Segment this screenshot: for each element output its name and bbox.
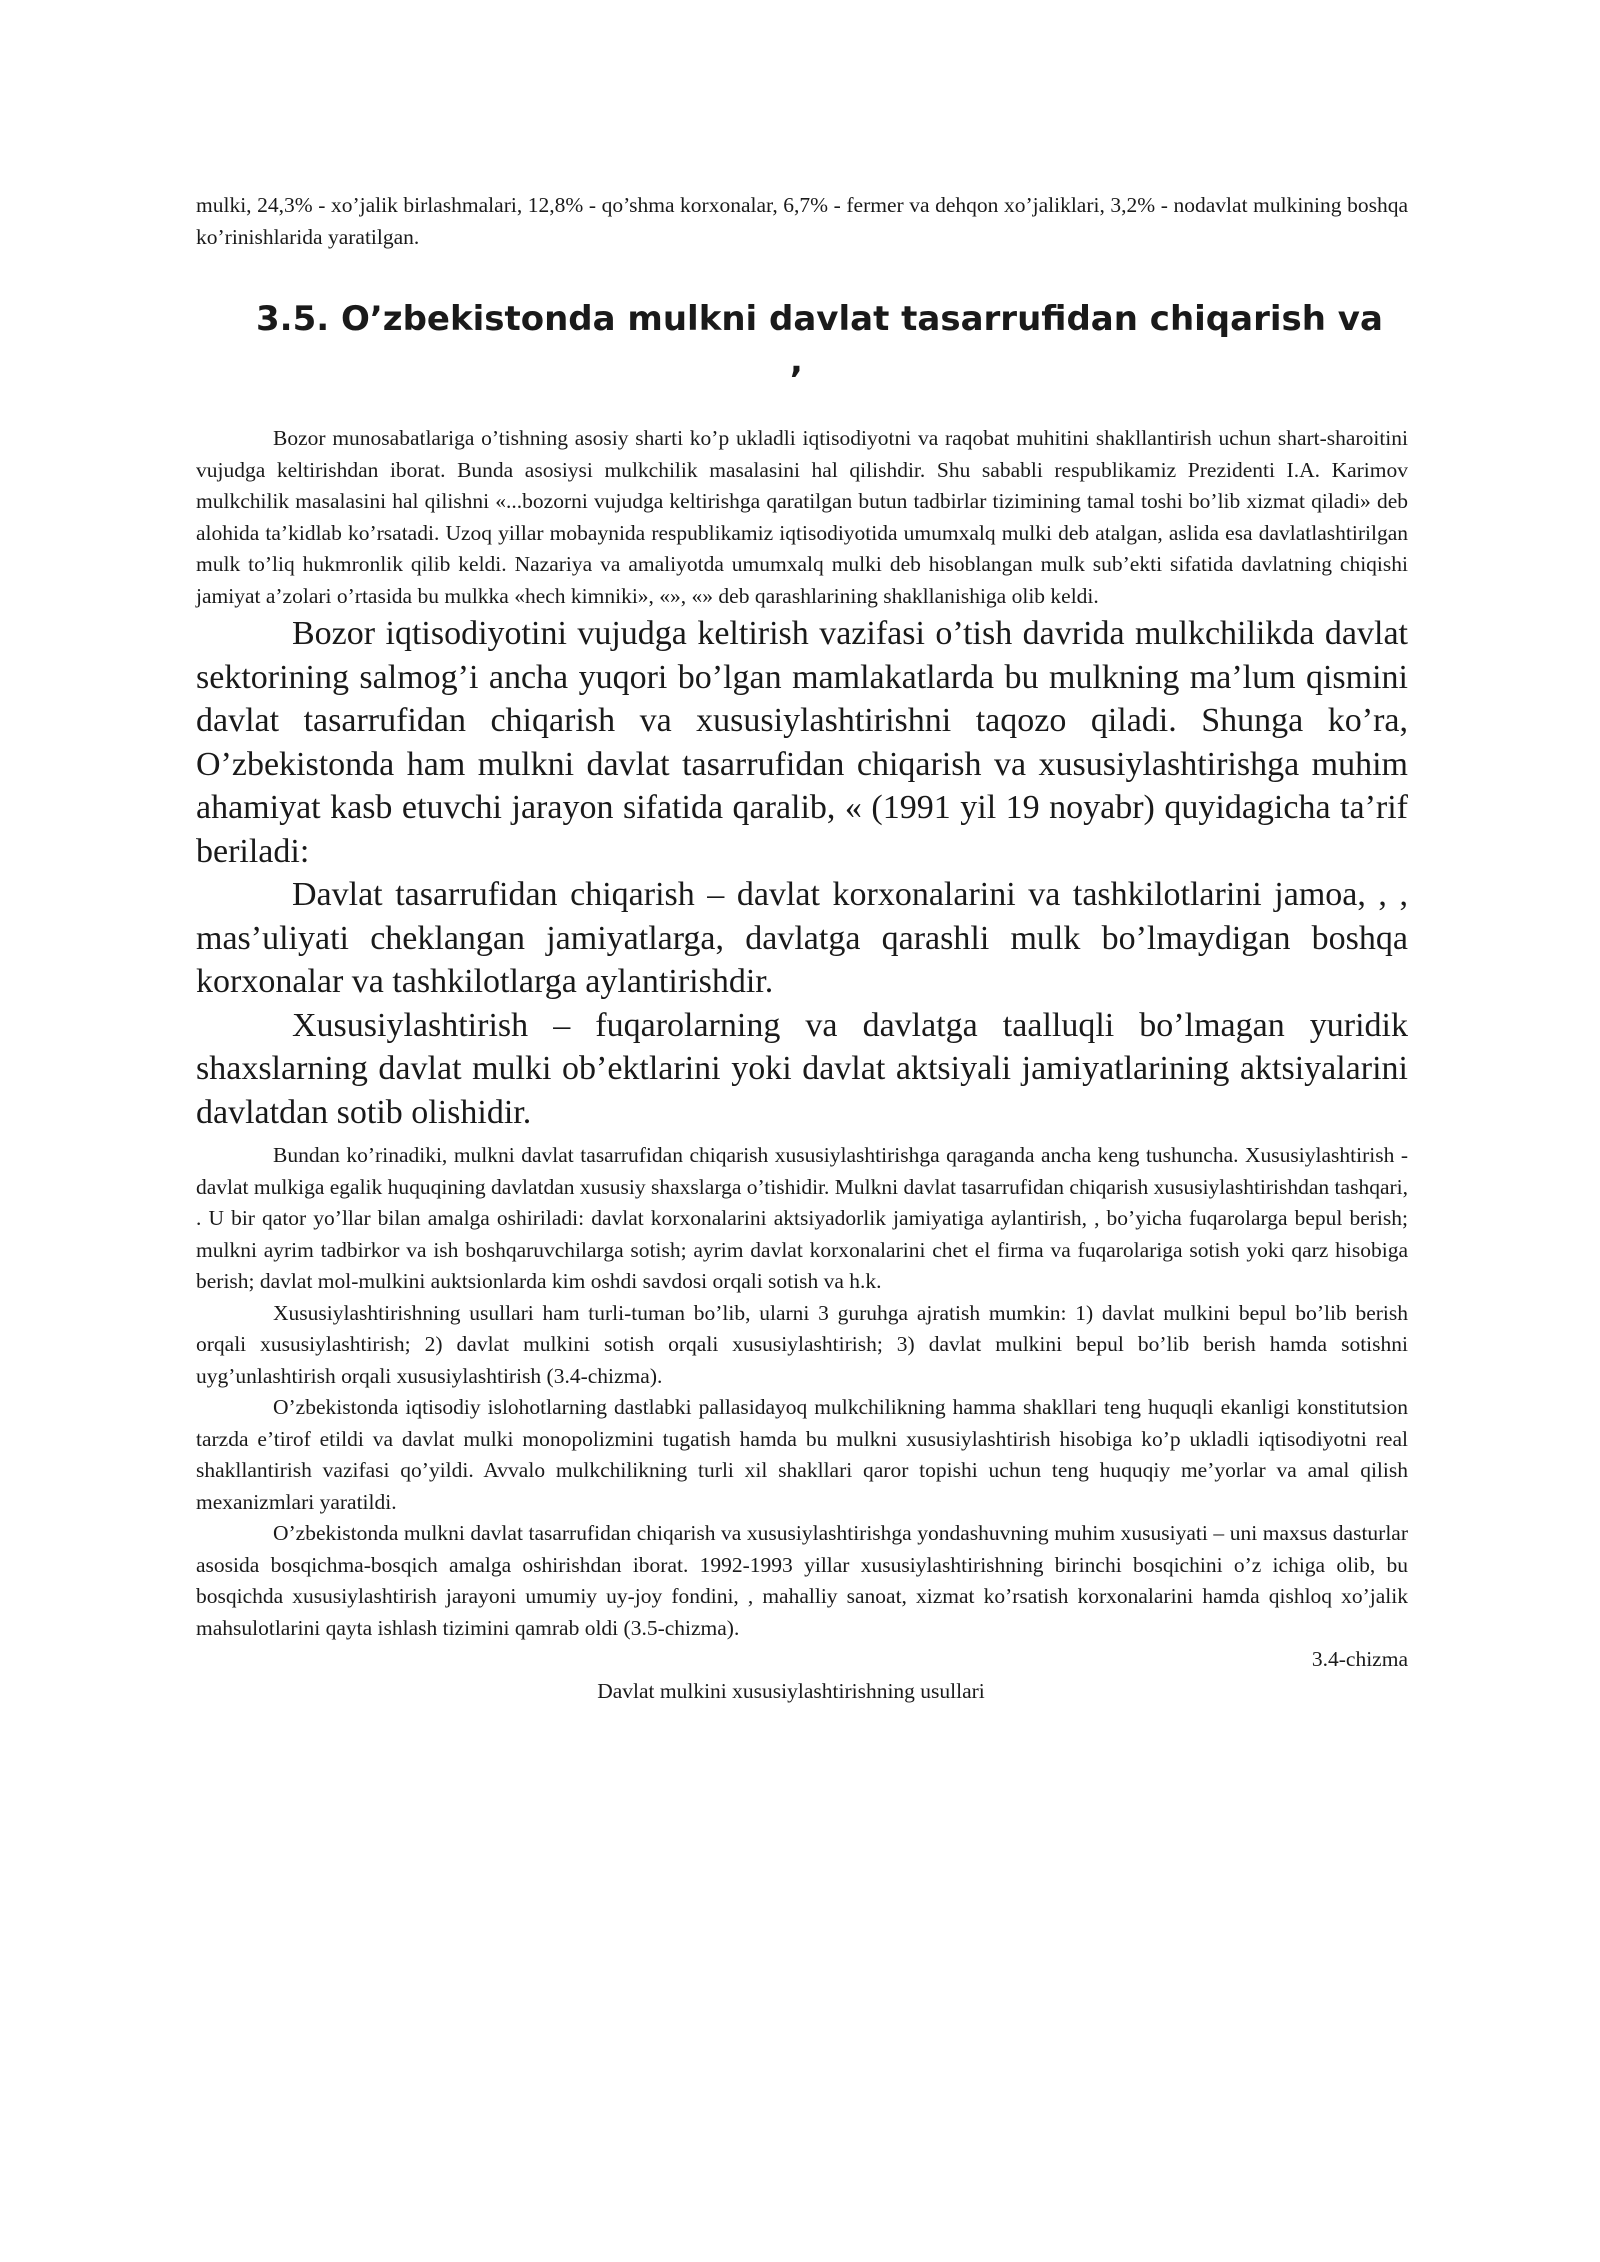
intro-paragraph: mulki, 24,3% - xo’jalik birlashmalari, 12,8% - qo’shma korxonalar, 6,7% - fermer va dehqon xo’jaliklari, 3,2% - nodavlat mulkining boshqa ko’rinishlarida yaratilgan. [196,193,1408,249]
paragraph-3: Davlat tasarrufidan chiqarish – davlat korxonalarini va tashkilotlarini jamoa, , , mas’uliyati cheklangan jamiyatlarga, davlatga qarashli mulk bo’lmaydigan boshqa korxonalar va tashkilotlarga aylantirishdir. [196,876,1408,1000]
paragraph-8: O’zbekistonda mulkni davlat tasarrufidan chiqarish va xususiylashtirishga yondashuvning muhim xususiyati – uni maxsus dasturlar asosida bosqichma-bosqich amalga oshirishdan iborat. 1992-1993 yillar xususiylashtirishning birinchi bosqichini o’z ichiga olib, bu bosqichda xususiylashtirish jarayoni umumiy uy-joy fondini, , mahalliy sanoat, xizmat ko’rsatish korxonalarini hamda qishloq xo’jalik mahsulotlarini qayta ishlash tizimini qamrab oldi (3.5-chizma). [196,1521,1408,1640]
section-title: 3.5. O’zbekistonda mulkni davlat tasarrufidan chiqarish va [256,299,1383,339]
paragraph-6: Xususiylashtirishning usullari ham turli-tuman bo’lib, ularni 3 guruhga ajratish mumkin: 1) davlat mulkini bepul bo’lib berish orqali xususiylashtirish; 2) davlat mulkini sotish orqali xususiylashtirish; 3) davlat mulkini bepul bo’lib berish hamda sotishni uyg’unlashtirish orqali xususiylashtirish (3.4-chizma). [196,1300,1408,1388]
chart-title: Davlat mulkini xususiylashtirishning usullari [597,1678,985,1703]
paragraph-5: Bundan ko’rinadiki, mulkni davlat tasarrufidan chiqarish xususiylashtirishga qaraganda ancha keng tushuncha. Xususiylashtirish - davlat mulkiga egalik huquqining davlatdan xususiy shaxslarga o’tishidir. Mulkni davlat tasarrufidan chiqarish xususiylashtirishdan tashqari, . U bir qator yo’llar bilan amalga oshiriladi: davlat korxonalarini aktsiyadorlik jamiyatiga aylantirish, , bo’yicha fuqarolarga bepul berish; mulkni ayrim tadbirkor va ish boshqaruvchilarga sotish; ayrim davlat korxonalarini chet el firma va fuqarolariga sotish yoki qarz hisobiga berish; davlat mol-mulkini auktsionlarda kim oshdi savdosi orqali sotish va h.k. [196,1143,1408,1293]
paragraph-4: Xususiylashtirish – fuqarolarning va davlatga taalluqli bo’lmagan yuridik shaxslarning davlat mulki ob’ektlarini yoki davlat aktsiyali jamiyatlarining aktsiyalarini davlatdan sotib olishidir. [196,1006,1408,1131]
section-heading [196,297,1408,391]
paragraph-1: Bozor munosabatlariga o’tishning asosiy sharti ko’p ukladli iqtisodiyotni va raqobat muhitini shakllantirish uchun shart-sharoitini vujudga keltirishdan iborat. Bunda asosiysi mulkchilik masalasini hal qilishdir. Shu sababli respublikamiz Prezidenti I.A. Karimov mulkchilik masalasini hal qilishni «...bozorni vujudga keltirishga qaratilgan butun tadbirlar tizimining tamal toshi bo’lib xizmat qiladi» deb alohida ta’kidlab ko’rsatadi. Uzoq yillar mobaynida respublikamiz iqtisodiyotida umumxalq mulki deb atalgan, aslida esa davlatlashtirilgan mulk to’liq hukmronlik qilib keldi. Nazariya va amaliyotda umumxalq mulki deb hisoblangan mulk sub’ekti sifatida davlatning chiqishi jamiyat a’zolari o’rtasida bu mulkka «hech kimniki», «», «» deb qarashlarining shakllanishiga olib keldi. [196,426,1408,608]
document-page [196,190,1408,1707]
paragraph-2: Bozor iqtisodiyotini vujudga keltirish vazifasi o’tish davrida mulkchilikda davlat sektorining salmog’i ancha yuqori bo’lgan mamlakatlarda bu mulkning ma’lum qismini davlat tasarrufidan chiqarish va xususiylashtirishni taqozo qiladi. Shunga ko’ra, O’zbekistonda ham mulkni davlat tasarrufidan chiqarish va xususiylashtirishga muhim ahamiyat kasb etuvchi jarayon sifatida qaralib, « (1991 yil 19 noyabr) quyidagicha ta’rif beriladi: [196,615,1408,870]
chart-reference: 3.4-chizma [1311,1647,1408,1671]
section-subtitle: , [790,341,803,381]
paragraph-7: O’zbekistonda iqtisodiy islohotlarning dastlabki pallasidayoq mulkchilikning hamma shakllari teng huquqli ekanligi konstitutsion tarzda e’tirof etildi va davlat mulki monopolizmini tugatish hamda bu mulkni xususiylashtirish hisobiga ko’p ukladli iqtisodiyotni real shakllantirish vazifasi qo’yildi. Avvalo mulkchilikning turli xil shakllari qaror topishi uchun teng huquqiy me’yorlar va amal qilish mexanizmlari yaratildi. [196,1395,1408,1514]
